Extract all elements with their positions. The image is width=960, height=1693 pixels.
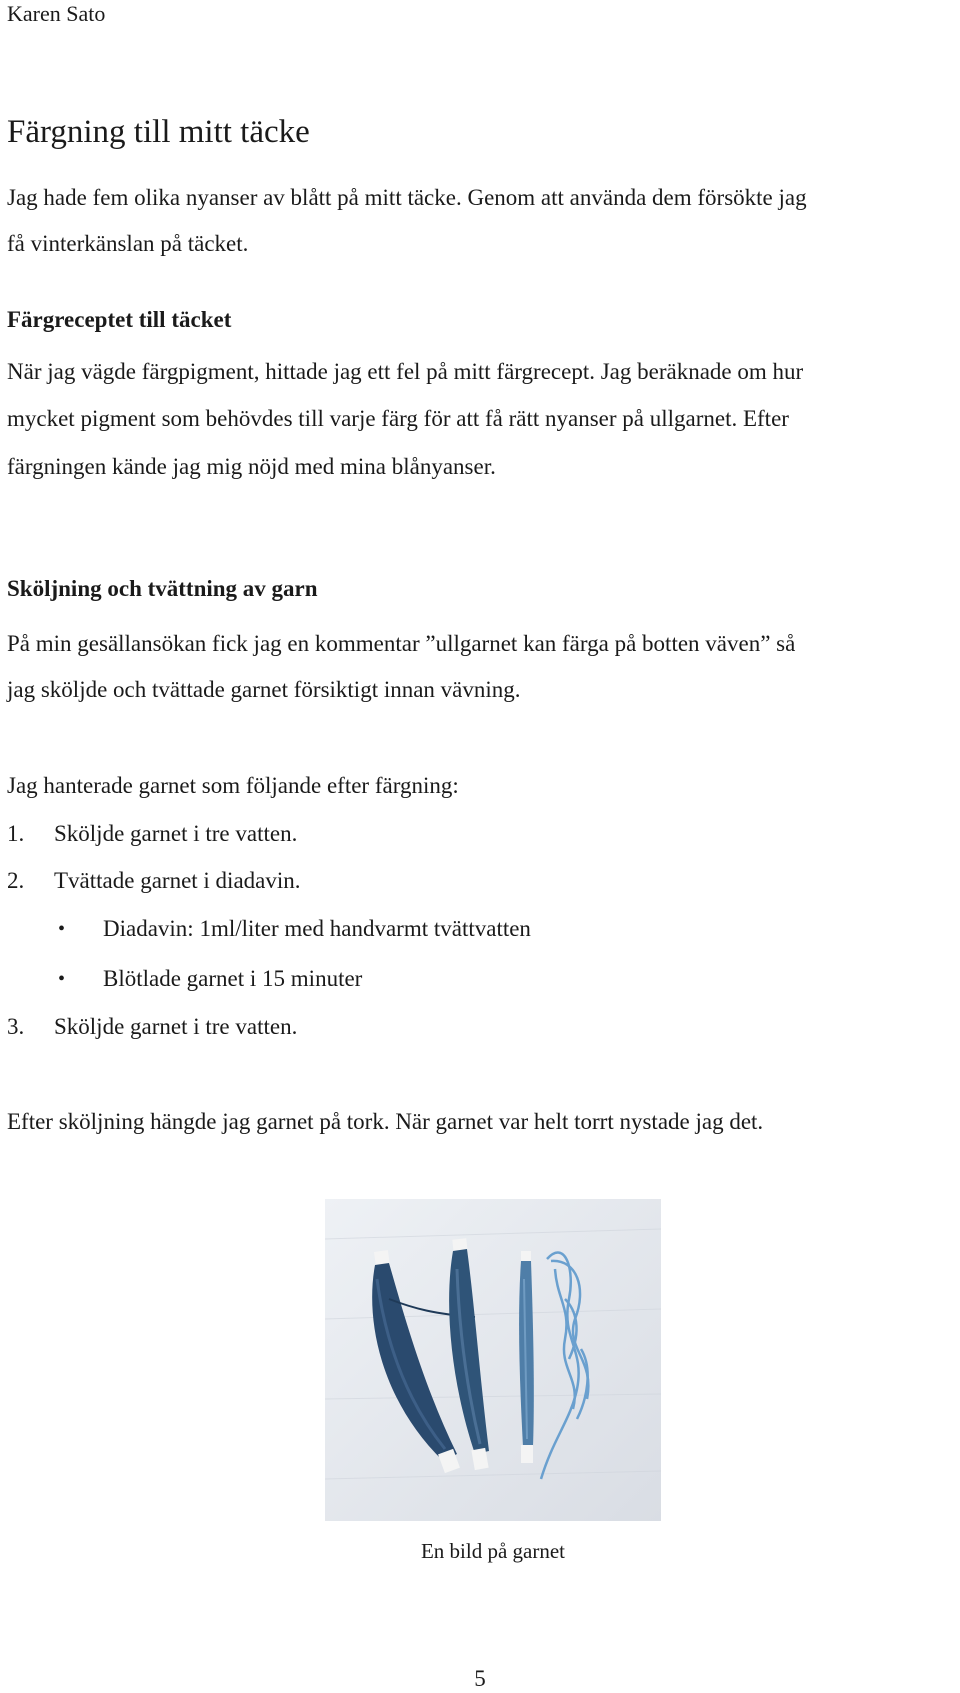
- recipe-line-1: När jag vägde färgpigment, hittade jag ett fel på mitt färgrecept. Jag beräknade om hur: [7, 359, 804, 384]
- intro-line-1: Jag hade fem olika nyanser av blått på mitt täcke. Genom att använda dem försökte jag: [7, 185, 807, 210]
- bullet-item: Diadavin: 1ml/liter med handvarmt tvättvatten: [103, 916, 531, 941]
- figure-caption: En bild på garnet: [420, 1539, 566, 1563]
- page-number: 5: [474, 1666, 486, 1691]
- page-title: Färgning till mitt täcke: [7, 114, 310, 150]
- recipe-line-3: färgningen kände jag mig nöjd med mina blånyanser.: [7, 454, 496, 479]
- step-text: Tvättade garnet i diadavin.: [54, 868, 301, 893]
- rinsing-line-1: På min gesällansökan fick jag en kommentar ”ullgarnet kan färga på botten väven” så: [7, 631, 796, 656]
- section-heading-rinsing: Sköljning och tvättning av garn: [7, 576, 318, 601]
- step-text: Sköljde garnet i tre vatten.: [54, 821, 298, 846]
- header-author: Karen Sato: [7, 1, 106, 26]
- list-intro: Jag hanterade garnet som följande efter färgning:: [7, 773, 459, 798]
- recipe-line-2: mycket pigment som behövdes till varje färg för att få rätt nyanser på ullgarnet. Efter: [7, 406, 789, 431]
- yarn-photo: [325, 1199, 661, 1521]
- closing-paragraph: Efter sköljning hängde jag garnet på tork. När garnet var helt torrt nystade jag det.: [7, 1109, 764, 1134]
- intro-line-2: få vinterkänslan på täcket.: [7, 231, 249, 256]
- step-number: 2.: [7, 868, 25, 893]
- rinsing-line-2: jag sköljde och tvättade garnet försiktigt innan vävning.: [7, 677, 521, 702]
- bullet-item: Blötlade garnet i 15 minuter: [103, 966, 363, 991]
- section-heading-recipe: Färgreceptet till täcket: [7, 307, 232, 332]
- step-number: 3.: [7, 1014, 25, 1039]
- step-text: Sköljde garnet i tre vatten.: [54, 1014, 298, 1039]
- step-number: 1.: [7, 821, 25, 846]
- bullet-icon: •: [58, 918, 66, 940]
- bullet-icon: •: [58, 968, 66, 990]
